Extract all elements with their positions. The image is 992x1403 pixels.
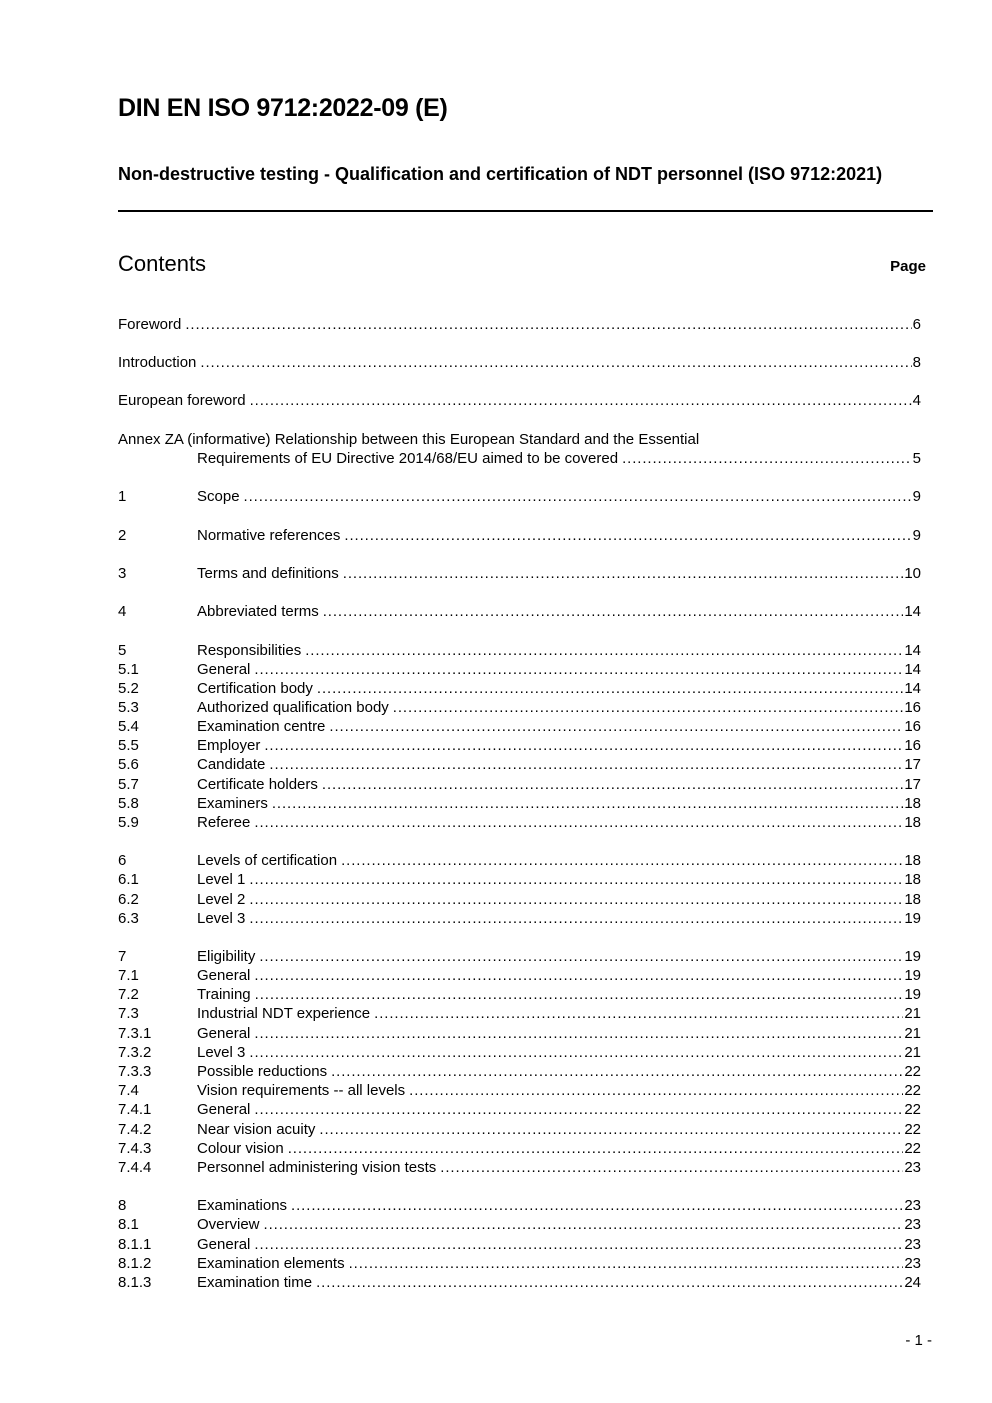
toc-entry-title: Scope: [197, 488, 240, 505]
page-column-heading: Page: [890, 258, 926, 275]
toc-entry-annex-za[interactable]: [118, 449, 921, 468]
toc-entry-number: 6.2: [118, 891, 139, 908]
dot-leader: [254, 966, 903, 985]
toc-entry-page: 22: [904, 1082, 921, 1099]
title-divider: [118, 210, 933, 212]
toc-entry[interactable]: [118, 1062, 921, 1081]
toc-entry-title: Level 2: [197, 891, 246, 908]
dot-leader: [249, 890, 903, 909]
toc-entry-title: Introduction: [118, 354, 197, 371]
toc-entry[interactable]: [118, 1004, 921, 1023]
toc-entry-title: Level 3: [197, 1044, 246, 1061]
toc-entry-title: Responsibilities: [197, 642, 302, 659]
toc-entry-title: Foreword: [118, 316, 182, 333]
toc-entry[interactable]: [118, 1196, 921, 1215]
toc-entry[interactable]: [118, 736, 921, 755]
toc-entry-page: 16: [904, 699, 921, 716]
toc-entry-title: Examination time: [197, 1274, 313, 1291]
toc-entry-title: Examination elements: [197, 1255, 345, 1272]
toc-entry[interactable]: [118, 487, 921, 506]
toc-entry-title: Vision requirements -- all levels: [197, 1082, 406, 1099]
dot-leader: [288, 1139, 904, 1158]
toc-entry-page: 23: [904, 1236, 921, 1253]
toc-entry-page: 9: [912, 488, 921, 505]
toc-entry-page: 14: [904, 661, 921, 678]
toc-entry-number: 4: [118, 603, 127, 620]
toc-entry-foreword[interactable]: [118, 315, 921, 334]
toc-entry-title: Training: [197, 986, 251, 1003]
page-number: - 1 -: [905, 1332, 932, 1349]
toc-entry-page: 23: [904, 1216, 921, 1233]
dot-leader: [185, 315, 911, 334]
toc-entry-title: Examinations: [197, 1197, 288, 1214]
toc-entry-title: Levels of certification: [197, 852, 338, 869]
toc-entry-title: General: [197, 967, 251, 984]
toc-entry-number: 5.7: [118, 776, 139, 793]
toc-entry[interactable]: [118, 1081, 921, 1100]
dot-leader: [409, 1081, 903, 1100]
dot-leader: [322, 775, 903, 794]
toc-entry-page: 14: [904, 642, 921, 659]
dot-leader: [250, 391, 912, 410]
toc-entry-page: 22: [904, 1063, 921, 1080]
toc-entry-title: Abbreviated terms: [197, 603, 319, 620]
toc-entry-page: 8: [912, 354, 921, 371]
document-id: DIN EN ISO 9712:2022-09 (E): [118, 94, 448, 122]
dot-leader: [244, 487, 912, 506]
toc-entry-page: 19: [904, 910, 921, 927]
toc-entry-annex-za-line1[interactable]: Annex ZA (informative) Relationship between this European Standard and the Essential: [118, 431, 700, 448]
toc-entry-number: 7.3: [118, 1005, 139, 1022]
dot-leader: [329, 717, 903, 736]
dot-leader: [254, 1235, 903, 1254]
toc-entry[interactable]: [118, 909, 921, 928]
document-title: Non-destructive testing - Qualification and certification of NDT personnel (ISO 9712:2021): [118, 164, 883, 184]
toc-entry[interactable]: [118, 660, 921, 679]
dot-leader: [331, 1062, 903, 1081]
toc-entry-title: Industrial NDT experience: [197, 1005, 371, 1022]
toc-entry[interactable]: [118, 641, 921, 660]
toc-entry-number: 8: [118, 1197, 127, 1214]
dot-leader: [259, 947, 903, 966]
toc-entry-page: 5: [912, 450, 921, 467]
toc-entry-page: 23: [904, 1159, 921, 1176]
dot-leader: [440, 1158, 903, 1177]
toc-entry-number: 5.6: [118, 756, 139, 773]
toc-entry-title: Normative references: [197, 527, 341, 544]
toc-entry-title: Requirements of EU Directive 2014/68/EU aimed to be covered: [197, 450, 619, 467]
toc-entry-number: 7.4: [118, 1082, 139, 1099]
toc-entry-page: 14: [904, 603, 921, 620]
toc-entry-number: 8.1.3: [118, 1274, 152, 1291]
toc-entry[interactable]: [118, 851, 921, 870]
toc-entry-title: Certificate holders: [197, 776, 318, 793]
dot-leader: [255, 985, 904, 1004]
toc-entry-number: 7.4.2: [118, 1121, 152, 1138]
toc-entry-number: 6.1: [118, 871, 139, 888]
dot-leader: [269, 755, 903, 774]
toc-entry-number: 8.1.1: [118, 1236, 152, 1253]
toc-entry-title: Overview: [197, 1216, 260, 1233]
toc-entry-title: General: [197, 661, 251, 678]
toc-entry[interactable]: [118, 813, 921, 832]
toc-entry[interactable]: [118, 794, 921, 813]
toc-entry[interactable]: [118, 679, 921, 698]
toc-entry-title: Examination centre: [197, 718, 326, 735]
toc-entry[interactable]: [118, 775, 921, 794]
dot-leader: [343, 564, 904, 583]
toc-entry[interactable]: [118, 947, 921, 966]
toc-entry-number: 7.3.3: [118, 1063, 152, 1080]
toc-entry-page: 21: [904, 1005, 921, 1022]
toc-entry[interactable]: [118, 526, 921, 545]
toc-entry-title: Possible reductions: [197, 1063, 328, 1080]
toc-entry[interactable]: [118, 755, 921, 774]
toc-entry-title: Terms and definitions: [197, 565, 339, 582]
toc-entry-number: 5: [118, 642, 127, 659]
toc-entry-title: Examiners: [197, 795, 268, 812]
dot-leader: [344, 526, 911, 545]
toc-entry-page: 18: [904, 891, 921, 908]
toc-entry-title: General: [197, 1025, 251, 1042]
toc-entry[interactable]: [118, 1120, 921, 1139]
toc-entry-page: 19: [904, 967, 921, 984]
dot-leader: [305, 641, 903, 660]
toc-entry-number: 7.4.4: [118, 1159, 152, 1176]
toc-entry-page: 18: [904, 852, 921, 869]
toc-entry-title: Candidate: [197, 756, 266, 773]
toc-entry-number: 2: [118, 527, 127, 544]
toc-entry-page: 22: [904, 1101, 921, 1118]
toc-entry-title: Certification body: [197, 680, 313, 697]
dot-leader: [349, 1254, 904, 1273]
dot-leader: [254, 660, 903, 679]
toc-entry-number: 7.4.3: [118, 1140, 152, 1157]
dot-leader: [374, 1004, 903, 1023]
toc-entry-page: 14: [904, 680, 921, 697]
toc-entry-page: 21: [904, 1044, 921, 1061]
toc-entry-page: 6: [912, 316, 921, 333]
dot-leader: [249, 909, 903, 928]
toc-entry-number: 7.4.1: [118, 1101, 152, 1118]
toc-entry-page: 19: [904, 986, 921, 1003]
toc-entry[interactable]: [118, 698, 921, 717]
toc-entry-number: 5.1: [118, 661, 139, 678]
toc-entry-page: 10: [904, 565, 921, 582]
dot-leader: [317, 679, 903, 698]
toc-entry-page: 17: [904, 756, 921, 773]
dot-leader: [622, 449, 912, 468]
dot-leader: [272, 794, 903, 813]
toc-entry-title: Level 1: [197, 871, 246, 888]
toc-entry[interactable]: [118, 1215, 921, 1234]
toc-entry-page: 22: [904, 1140, 921, 1157]
dot-leader: [291, 1196, 903, 1215]
toc-entry-page: 19: [904, 948, 921, 965]
dot-leader: [254, 1024, 903, 1043]
toc-entry-number: 7.3.1: [118, 1025, 152, 1042]
toc-entry-page: 24: [904, 1274, 921, 1291]
toc-entry[interactable]: [118, 564, 921, 583]
toc-entry-european-foreword[interactable]: [118, 391, 921, 410]
toc-entry[interactable]: [118, 870, 921, 889]
toc-entry-title: Referee: [197, 814, 251, 831]
toc-entry-number: 7.3.2: [118, 1044, 152, 1061]
dot-leader: [316, 1273, 903, 1292]
toc-entry-number: 8.1: [118, 1216, 139, 1233]
dot-leader: [249, 870, 903, 889]
toc-entry[interactable]: [118, 1024, 921, 1043]
toc-entry-title: European foreword: [118, 392, 246, 409]
toc-entry-number: 7: [118, 948, 127, 965]
toc-entry-number: 6: [118, 852, 127, 869]
toc-entry-title: Near vision acuity: [197, 1121, 316, 1138]
toc-entry-number: 5.2: [118, 680, 139, 697]
toc-entry-title: Personnel administering vision tests: [197, 1159, 437, 1176]
toc-entry-page: 9: [912, 527, 921, 544]
toc-entry-page: 18: [904, 814, 921, 831]
dot-leader: [254, 813, 903, 832]
toc-entry[interactable]: [118, 1158, 921, 1177]
toc-entry-number: 5.9: [118, 814, 139, 831]
toc-entry-page: 21: [904, 1025, 921, 1042]
dot-leader: [393, 698, 904, 717]
toc-entry-title: General: [197, 1101, 251, 1118]
dot-leader: [264, 736, 903, 755]
toc-entry-page: 22: [904, 1121, 921, 1138]
toc-entry-page: 23: [904, 1255, 921, 1272]
toc-entry-title: Authorized qualification body: [197, 699, 389, 716]
toc-entry-number: 5.8: [118, 795, 139, 812]
toc-entry-page: 4: [912, 392, 921, 409]
dot-leader: [341, 851, 903, 870]
toc-entry-page: 18: [904, 871, 921, 888]
toc-entry[interactable]: [118, 602, 921, 621]
toc-entry-number: 5.5: [118, 737, 139, 754]
toc-entry-number: 7.2: [118, 986, 139, 1003]
toc-entry[interactable]: [118, 1100, 921, 1119]
toc-entry[interactable]: [118, 717, 921, 736]
toc-entry-page: 17: [904, 776, 921, 793]
toc-entry-number: 1: [118, 488, 127, 505]
toc-entry[interactable]: [118, 985, 921, 1004]
toc-entry[interactable]: [118, 1254, 921, 1273]
toc-entry[interactable]: [118, 1139, 921, 1158]
toc-entry-number: 6.3: [118, 910, 139, 927]
toc-entry[interactable]: [118, 966, 921, 985]
toc-entry-title: Level 3: [197, 910, 246, 927]
toc-entry-title: Employer: [197, 737, 261, 754]
toc-entry-page: 16: [904, 718, 921, 735]
toc-entry-page: 23: [904, 1197, 921, 1214]
toc-entry-page: 18: [904, 795, 921, 812]
toc-entry-introduction[interactable]: [118, 353, 921, 372]
toc-entry-number: 5.4: [118, 718, 139, 735]
dot-leader: [254, 1100, 903, 1119]
toc-entry-title: General: [197, 1236, 251, 1253]
toc-entry[interactable]: [118, 1273, 921, 1292]
toc-entry-page: 16: [904, 737, 921, 754]
toc-entry-number: 8.1.2: [118, 1255, 152, 1272]
toc-entry-title: Eligibility: [197, 948, 256, 965]
dot-leader: [319, 1120, 903, 1139]
toc-entry-number: 5.3: [118, 699, 139, 716]
toc-entry-number: 7.1: [118, 967, 139, 984]
dot-leader: [249, 1043, 903, 1062]
toc-entry-number: 3: [118, 565, 127, 582]
dot-leader: [200, 353, 911, 372]
toc-entry-title: Colour vision: [197, 1140, 284, 1157]
toc-entry[interactable]: [118, 890, 921, 909]
contents-heading: Contents: [118, 251, 207, 276]
dot-leader: [323, 602, 904, 621]
toc-entry[interactable]: [118, 1043, 921, 1062]
dot-leader: [264, 1215, 904, 1234]
toc-entry[interactable]: [118, 1235, 921, 1254]
